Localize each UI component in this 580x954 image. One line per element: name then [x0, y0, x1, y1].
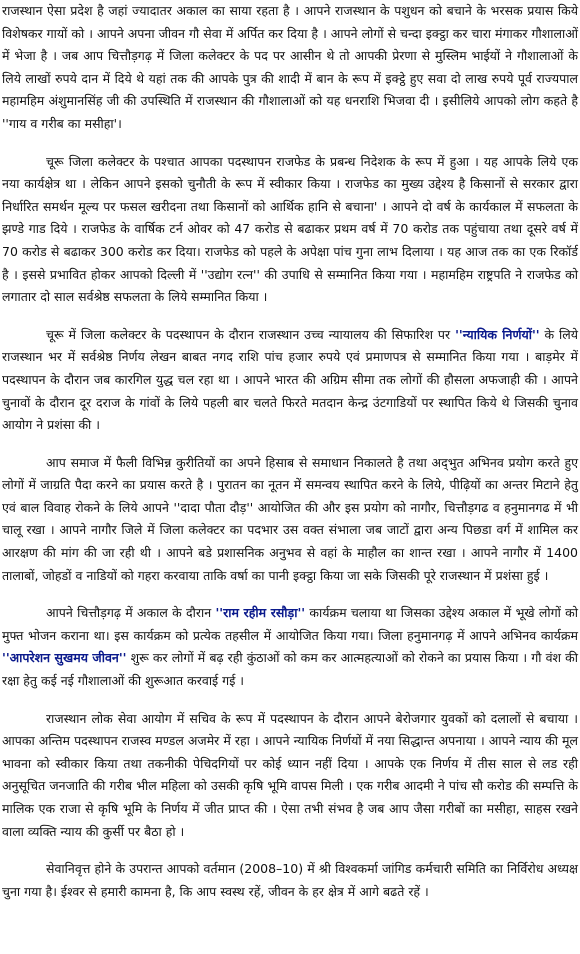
paragraph-text: चूरू में जिला कलेक्टर के पदस्थापन के दौरान राजस्थान उच्च न्यायालय की सिफारिश पर: [46, 326, 456, 342]
paragraph-3: [2, 324, 578, 437]
paragraph-6: [2, 708, 578, 844]
paragraph-text: चूरू जिला कलेक्टर के पश्चात आपका पदस्थापन राजफेड के प्रबन्ध निदेशक के रूप में हुआ । यह आपके लिये एक नया कार्यक्षेत्र था । लेकिन आपने इसको चुनौती के रूप में स्वीकार किया । राजफेड का मुख्य उद्देश्य है किसानों से सरकार द्वारा निर्धारित समर्थन मूल्य पर फसल खरीदना तथा किसानों को आर्थिक हानि से बचाना' । आपने दो वर्ष के कार्यकाल में सफलता के झण्डे गाड दिये । राजफेड के वार्षिक टर्न ओवर को 47 करोड से बढाकर प्रथम वर्ष में 70 करोड तक पहुंचाया तथा दूसरे वर्ष में 70 करोड से बढाकर 300 करोड कर दिया। राजफेड को पहले के अपेक्षा पांच गुना लाभ दिलाया । यह आज तक का एक रिकॉर्ड है । इससे प्रभावित होकर आपको दिल्ली में ''उद्योग रत्न'' की उपाधि से सम्मानित किया गया । महामहिम राष्ट्रपति ने राजफेड को लगातार दो साल सर्वश्रेष्ठ सफलता के लिये सम्मानित किया ।: [2, 153, 578, 305]
highlighted-term: ''न्यायिक निर्णयों'': [455, 326, 540, 342]
paragraph-1: [2, 0, 578, 136]
paragraph-text: आप समाज में फैली विभिन्न कुरीतियों का अपने हिसाब से समाधान निकालते है तथा अद्‌भुत अभिनव प्रयोग करते हुए लोगों में जाग्रति पैदा करने का प्रयास करते है । पुरातन का नूतन में समन्वय स्थापित करने के लिये, पीढ़ियों का अन्तर मिटाने हेतु एवं बाल विवाह रोकने के लिये आपने ''दादा पौता दौड़'' आयोजित की और इस प्रयोग को नागौर, चित्तौड़गढ व हनुमानगढ में भी चालू रखा । आपने नागौर जिले में जिला कलेक्टर का पदभार उस वक्त संभाला जब जाटों द्वारा अन्य पिछडा वर्ग में शामिल कर आरक्षण की मांग की जा रही थी । आपने बडे प्रशासनिक अनुभव से वहां के माहौल का शान्त रखा । आपने नागौर में 1400 तालाबों, जोहडों व नाडियों को गहरा करवाया ताकि वर्षा का पानी इक्ट्ठा किया जा सके जिसकी पूरे राजस्थान में प्रशंसा हुई ।: [2, 454, 578, 583]
paragraph-5: [2, 602, 578, 692]
paragraph-text: राजस्थान ऐसा प्रदेश है जहां ज्यादातर अकाल का साया रहता है । आपने राजस्थान के पशुधन को बचाने के भरसक प्रयास किये विशेषकर गायों को । आपने अपना जीवन गौ सेवा में अर्पित कर दिया है । आपने लोगों से चन्दा इक्ट्ठा कर चारा मंगाकर गौशालाओं में भेजा है । जब आप चित्तौड़गढ़ में जिला कलेक्टर के पद पर आसीन थे तो आपकी प्रेरणा से मुस्लिम भाईयों ने गौशालाओं के लिये लाखों रुपये दान में दिये थे यहां तक की आपके पुत्र की शादी में बान के रूप में इक्ट्ठे हुए सवा दो लाख रुपये पूर्व राज्यपाल महामहिम अंशुमानसिंह जी की उपस्थिति में राजस्थान की गौशालाओं को यह धनराशि भिजवा दी । इसीलिये आपको लोग कहते है ''गाय व गरीब का मसीहा'।: [2, 3, 578, 131]
highlighted-term: ''आपरेशन सुखमय जीवन'': [2, 650, 127, 666]
paragraph-text: राजस्थान लोक सेवा आयोग में सचिव के रूप में पदस्थापन के दौरान आपने बेरोजगार युवकों को दलालों से बचाया । आपका अन्तिम पदस्थापन राजस्व मण्डल अजमेर में रहा । आपने न्यायिक निर्णयों में नया सिद्धान्त अपनाया । आपने न्याय की मूल भावना को स्वीकार किया तथा तकनीकी पेचिदगियों पर कोई ध्यान नहीं दिया । आपके एक निर्णय में तीस साल से लड रही अनुसूचित जनजाति की गरीब भील महिला को उसकी कृषि भूमि वापस मिली । एक गरीब आदमी ने पांच सौ करोड की सम्पत्ति के मालिक एक राजा से कृषि भूमि के निर्णय में जीत प्राप्त की । ऐसा तभी संभव है जब आप जैसा गरीबों का मसीहा, साहस रखने वाला व्यक्ति न्याय की कुर्सी पर बैठा हो ।: [2, 710, 578, 839]
paragraph-text: शुरू कर लोगों में बढ़ रही कुंठाओं को कम कर आत्महत्याओं को रोकने का प्रयास किया । गौ वंश की रक्षा हेतु कई नई गौशालाओं की शुरूआत करवाई गई ।: [2, 650, 578, 689]
paragraph-text: सेवानिवृत्त होने के उपरान्त आपको वर्तमान (2008–10) में श्री विश्वकर्मा जांगिड कर्मचारी समिति का निर्विरोध अध्यक्ष चुना गया है। ईश्वर से हमारी कामना है, कि आप स्वस्थ रहें, जीवन के हर क्षेत्र में आगे बढते रहें ।: [2, 861, 578, 899]
paragraph-7: [2, 858, 578, 903]
paragraph-text: कार्यक्रम चलाया था जिसका उद्देश्य अकाल में भूखे लोगों को मुफ्त भोजन कराना था। इस कार्यक्रम को प्रत्येक तहसील में आयोजित किया गया। जिला हनुमानगढ़ में आपने अभिनव कार्यक्रम: [2, 605, 578, 643]
paragraph-4: [2, 452, 578, 588]
paragraph-text: के लिये राजस्थान भर में सर्वश्रेष्ठ निर्णय लेखन बाबत नगद राशि पांच हजार रुपये एवं प्रमाणपत्र से सम्मानित किया गया । बाड़मेर में पदस्थापन के दौरान जब कारगिल युद्ध चल रहा था । आपने भारत की अग्रिम सीमा तक लोगों की हौसला अफजाही की । आपने चुनावों के दौरान दूर दराज के गांवों के लिये पहली बार चलते फिरते मतदान केन्द्र उंटगाडियों पर स्थापित किये थे जिसकी चुनाव आयोग ने प्रशंसा की ।: [2, 326, 578, 433]
highlighted-term: ''राम रहीम रसौड़ा'': [215, 605, 306, 621]
paragraph-2: [2, 151, 578, 309]
paragraph-text: आपने चित्तौड़गढ़ में अकाल के दौरान: [46, 605, 216, 621]
